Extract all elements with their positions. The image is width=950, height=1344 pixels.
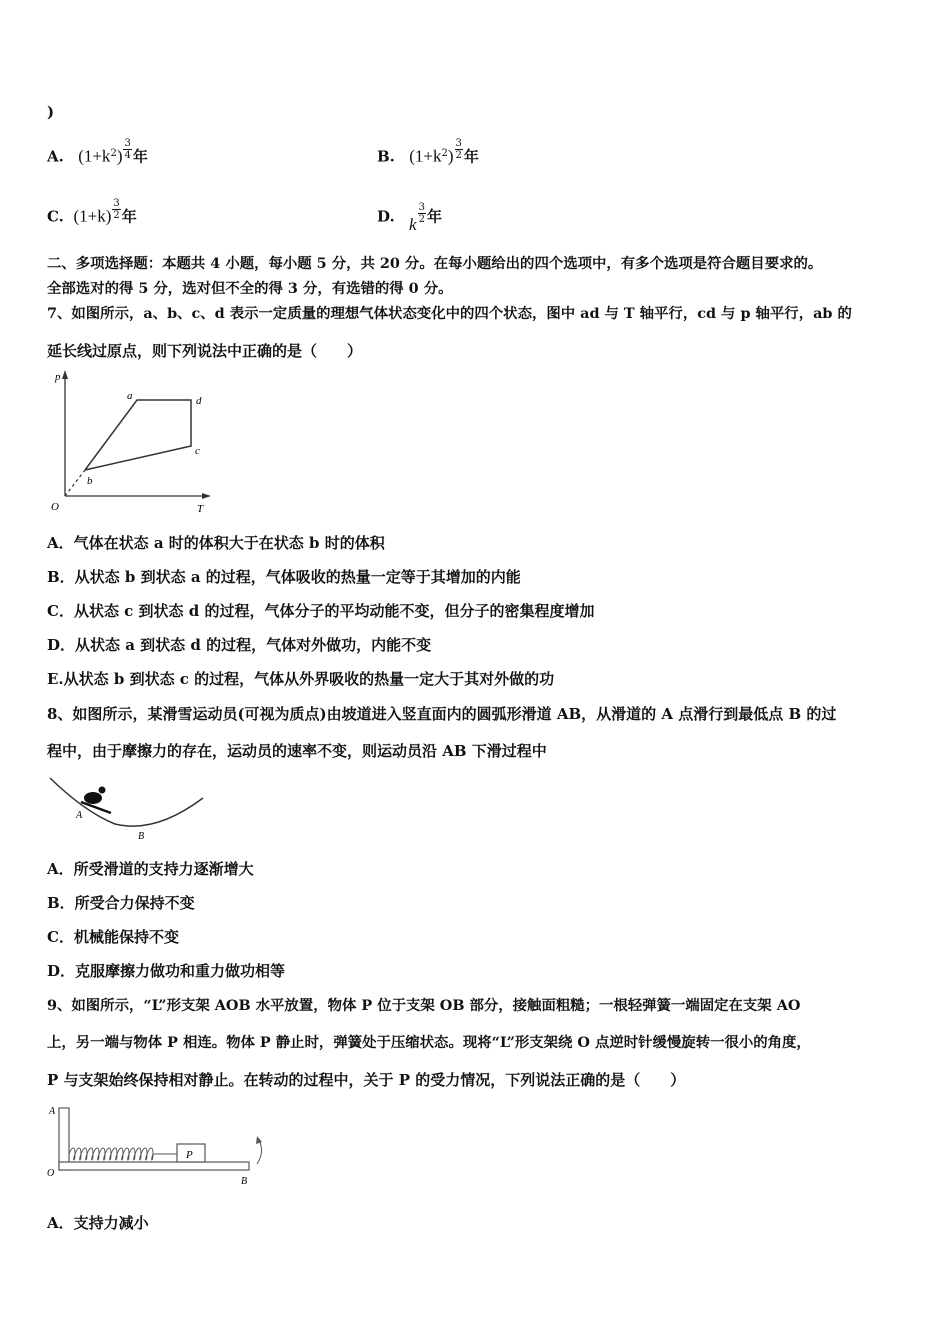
prev-question-paren: ) [47, 103, 55, 121]
q9-stem-line3: P 与支架始终保持相对静止。在转动的过程中，关于 P 的受力情况，下列说法正确的是（ ） [47, 1071, 686, 1089]
q9-rotation-arrowhead [256, 1136, 262, 1144]
q6-option-c-exp-num: 3 [113, 198, 120, 209]
q6-option-b-exponent [455, 138, 463, 161]
q9-horizontal-arm-OB [59, 1162, 249, 1170]
q6-option-a-exp-den: 4 [124, 150, 131, 161]
q6-option-c-label: C. [47, 207, 64, 226]
q6-option-a[interactable] [47, 138, 148, 169]
q7-stem-line2: 延长线过原点，则下列说法中正确的是（ ） [47, 342, 363, 360]
q8-option-b[interactable]: B．所受合力保持不变 [47, 894, 195, 912]
q6-option-a-exponent [123, 138, 131, 161]
q8-option-c[interactable]: C．机械能保持不变 [47, 928, 179, 946]
q8-ski-track-diagram [45, 772, 210, 842]
q9-label-A: A [49, 1106, 56, 1117]
q7-option-b[interactable]: B．从状态 b 到状态 a 的过程，气体吸收的热量一定等于其增加的内能 [47, 568, 521, 586]
section2-instructions-line1: 二、多项选择题：本题共 4 小题，每小题 5 分，共 20 分。在每小题给出的四个选项中，有多个选项是符合题目要求的。 [47, 255, 823, 272]
q7-label-T: T [197, 503, 204, 515]
q7-pT-diagram [45, 366, 220, 516]
q6-option-b-label: B. [377, 147, 395, 166]
q9-rotation-arrow [257, 1140, 262, 1164]
q6-option-d-label: D. [377, 207, 395, 226]
q8-stem-line2: 程中，由于摩擦力的存在，运动员的速率不变，则运动员沿 AB 下滑过程中 [47, 742, 547, 760]
q7-label-b: b [87, 475, 93, 487]
q8-option-a[interactable]: A．所受滑道的支持力逐渐增大 [47, 860, 254, 878]
q8-option-d[interactable]: D．克服摩擦力做功和重力做功相等 [47, 962, 286, 980]
q6-option-d-unit: 年 [426, 207, 442, 226]
q9-stem-line1: 9、如图所示，“L”形支架 AOB 水平放置，物体 P 位于支架 OB 部分，接触面粗糙；一根轻弹簧一端固定在支架 AO [47, 997, 801, 1014]
q6-option-b[interactable] [377, 138, 479, 169]
section2-instructions-line2: 全部选对的得 5 分，选对但不全的得 3 分，有选错的得 0 分。 [47, 280, 453, 297]
q6-option-c-unit: 年 [121, 207, 137, 226]
q7-extension-dashed [65, 470, 85, 496]
q9-spring [69, 1148, 177, 1160]
q8-label-B: B [138, 831, 145, 842]
q6-option-b-square: 2 [441, 147, 448, 159]
q7-label-c: c [195, 445, 200, 457]
q8-arc-track [50, 778, 203, 826]
q7-label-a: a [127, 390, 133, 402]
q6-option-b-base: (1+k [409, 146, 442, 166]
q7-option-c[interactable]: C．从状态 c 到状态 d 的过程，气体分子的平均动能不变，但分子的密集程度增加 [47, 602, 595, 620]
q9-option-a[interactable]: A．支持力减小 [47, 1214, 149, 1232]
q7-option-a[interactable]: A．气体在状态 a 时的体积大于在状态 b 时的体积 [47, 534, 385, 552]
q6-option-b-exp-num: 3 [455, 138, 462, 149]
q9-label-B: B [241, 1176, 248, 1187]
q6-option-b-close: ) [447, 146, 454, 166]
q7-stem-line1: 7、如图所示，a、b、c、d 表示一定质量的理想气体状态变化中的四个状态，图中 ad 与 T 轴平行，cd 与 p 轴平行，ab 的 [47, 305, 852, 322]
q6-option-b-unit: 年 [463, 147, 479, 166]
q9-label-O: O [47, 1168, 55, 1179]
q6-option-b-exp-den: 2 [455, 150, 462, 161]
q6-option-c[interactable] [47, 198, 137, 229]
q6-option-a-close: ) [116, 146, 123, 166]
q6-option-a-unit: 年 [132, 147, 148, 166]
q6-option-a-exp-num: 3 [124, 138, 131, 149]
q7-T-axis-arrow [202, 493, 211, 499]
q7-p-axis-arrow [62, 370, 68, 379]
q9-stem-line2: 上，另一端与物体 P 相连。物体 P 静止时，弹簧处于压缩状态。现将“L”形支架绕 O 点逆时针缓慢旋转一很小的角度， [47, 1034, 811, 1051]
q8-stem-line1: 8、如图所示，某滑雪运动员(可视为质点)由坡道进入竖直面内的圆弧形滑道 AB，从滑道的 A 点滑行到最低点 B 的过 [47, 705, 837, 723]
q6-option-c-exponent [112, 198, 120, 221]
q6-option-a-base: (1+k [78, 146, 111, 166]
q9-vertical-arm-AO [59, 1108, 69, 1170]
q7-state-path [85, 400, 191, 470]
q6-option-d-exp-num: 3 [418, 202, 425, 213]
q7-option-e[interactable]: E.从状态 b 到状态 c 的过程，气体从外界吸收的热量一定大于其对外做的功 [47, 670, 555, 688]
q7-label-O: O [51, 501, 59, 513]
q6-option-a-square: 2 [110, 147, 117, 159]
q6-option-c-exp-den: 2 [113, 210, 120, 221]
q7-label-d: d [196, 395, 202, 407]
q9-L-bracket-diagram [45, 1102, 270, 1190]
q6-option-c-base: (1+k) [73, 206, 112, 226]
q6-option-d-exponent [418, 202, 426, 225]
q8-skier-icon [81, 787, 111, 814]
q8-label-A: A [76, 810, 83, 821]
q6-option-a-label: A. [47, 147, 64, 166]
q6-option-d-base: k [409, 214, 417, 234]
q6-option-d[interactable] [377, 202, 442, 234]
q7-label-p: p [55, 371, 61, 383]
q9-label-P: P [186, 1149, 193, 1161]
q6-option-d-exp-den: 2 [418, 214, 425, 225]
q7-option-d[interactable]: D．从状态 a 到状态 d 的过程，气体对外做功，内能不变 [47, 636, 432, 654]
